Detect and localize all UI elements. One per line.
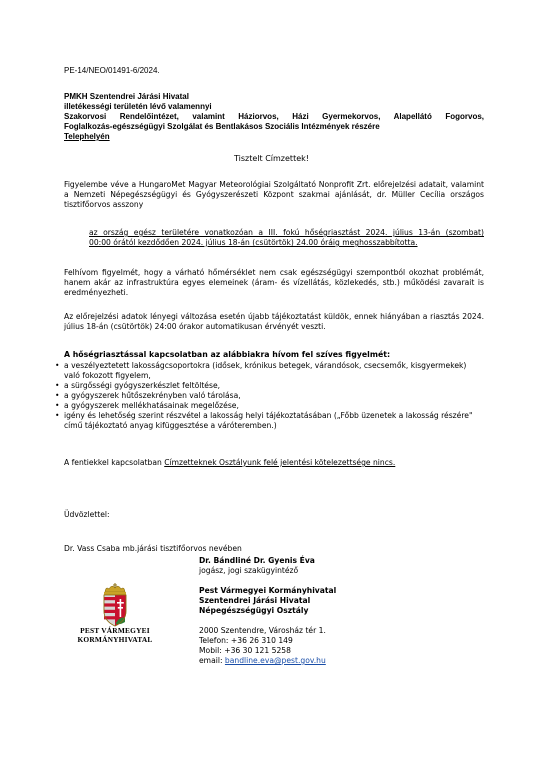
addressee-block — [64, 92, 484, 142]
list-item: • a gyógyszerek hűtőszekrényben való tárolása, — [55, 391, 241, 400]
greeting: Üdvözlettel: — [64, 510, 110, 519]
bullet-icon: • — [55, 381, 60, 390]
closing-line — [64, 458, 504, 468]
contact-address: 2000 Szentendre, Városház tér 1. — [199, 626, 326, 635]
list-item: • a veszélyeztetett lakosságcsoportokra (idősek, krónikus betegek, várandósok, csecsemők, kisgyermekek) való fokozott figyelem, — [55, 361, 467, 380]
paragraph-forecast: Az előrejelzési adatok lényegi változása esetén újabb tájékoztatást küldök, ennek hiányában a riasztás 2024. július 18-án (csütörtök) 24:00 órakor automatikusan érvényét veszti. — [64, 312, 484, 331]
signer-on-behalf: Dr. Vass Csaba mb.járási tisztifőorvos nevében — [64, 544, 242, 553]
contact-phone: Telefon: +36 26 310 149 — [199, 636, 293, 645]
bullet-icon: • — [55, 361, 60, 370]
email-link[interactable]: bandline.eva@pest.gov.hu — [224, 656, 326, 665]
addressee-line-5: Telephelyén — [64, 132, 110, 141]
contact-mobile: Mobil: +36 30 121 5258 — [199, 646, 291, 655]
logo-line-2: KORMÁNYHIVATAL — [77, 634, 153, 644]
signer-name: Dr. Bándliné Dr. Gyenis Éva — [199, 556, 315, 565]
attention-heading: A hőségriasztással kapcsolatban az alábbiakra hívom fel szíves figyelmét: — [64, 350, 391, 359]
paragraph-warning: Felhívom figyelmét, hogy a várható hőmérséklet nem csak egészségügyi szempontból okozhat problémát, hanem akár az infrastruktúra egyes elemeinek (áram- és vízellátás, közlekedés, stb.) működési zavarait is eredményezheti. — [64, 268, 484, 297]
list-item: • a gyógyszerek mellékhatásainak megelőzése, — [55, 401, 239, 410]
signer-title: jogász, jogi szakügyintéző — [199, 566, 299, 575]
closing-prefix: A fentiekkel kapcsolatban — [64, 458, 162, 467]
list-item: • igény és lehetőség szerint részvétel a lakosság helyi tájékoztatásában („Főbb üzenetek a lakosság részére" című tájékoztató anyag kifüggesztése a váróteremben.) — [55, 411, 473, 430]
decree-text — [89, 228, 484, 248]
closing-no-report: Címzetteknek Osztályunk felé jelentési kötelezettsége nincs. — [164, 458, 396, 467]
office-line-3: Népegészségügyi Osztály — [199, 606, 309, 615]
bullet-icon: • — [55, 391, 60, 400]
addressee-line-3: Szakorvosi Rendelőintézet, valamint Háziorvos, Házi Gyermekorvos, Alapellátó Fogorvos, — [64, 112, 484, 121]
logo-line-1: PEST VÁRMEGYEI — [80, 626, 150, 635]
list-item: • a sürgősségi gyógyszerkészlet feltöltése, — [55, 381, 221, 390]
office-line-1: Pest Vármegyei Kormányhivatal — [199, 586, 337, 595]
contact-email-line: email: bandline.eva@pest.gov.hu — [199, 656, 326, 665]
salutation: Tisztelt Címzettek! — [234, 154, 309, 163]
addressee-line-4: Foglalkozás-egészségügyi Szolgálat és Bentlakásos Szociális Intézmények részére — [64, 122, 380, 131]
decree-line-2: 00:00 órától kezdődően 2024. július 18-án (csütörtök) 24.00 óráig meghosszabbította. — [89, 238, 418, 247]
addressee-line-1: PMKH Szentendrei Járási Hivatal — [64, 92, 189, 101]
paragraph-intro: Figyelembe véve a HungaroMet Magyar Meteorológiai Szolgáltató Nonprofit Zrt. előrejelzési adatait, valamint a Nemzeti Népegészségügyi és Gyógyszerészeti Központ szakmai ajánlását, dr. Müller Cecília országos tisztifőorvos asszony — [64, 180, 484, 209]
bullet-icon: • — [55, 401, 60, 410]
signature-block — [199, 556, 499, 666]
hungarian-coat-of-arms-icon — [96, 583, 134, 627]
addressee-line-2: illetékességi területén lévő valamennyi — [64, 102, 212, 111]
recommendation-list — [55, 361, 484, 431]
reference-number: PE-14/NEO/01491-6/2024. — [64, 66, 160, 75]
government-office-logo — [60, 583, 170, 643]
decree-line-1: az ország egész területére vonatkozóan a III. fokú hőségriasztást 2024. július 13-án (szombat) — [89, 228, 484, 237]
office-line-2: Szentendrei Járási Hivatal — [199, 596, 311, 605]
logo-text — [60, 627, 170, 644]
bullet-icon: • — [55, 411, 60, 420]
